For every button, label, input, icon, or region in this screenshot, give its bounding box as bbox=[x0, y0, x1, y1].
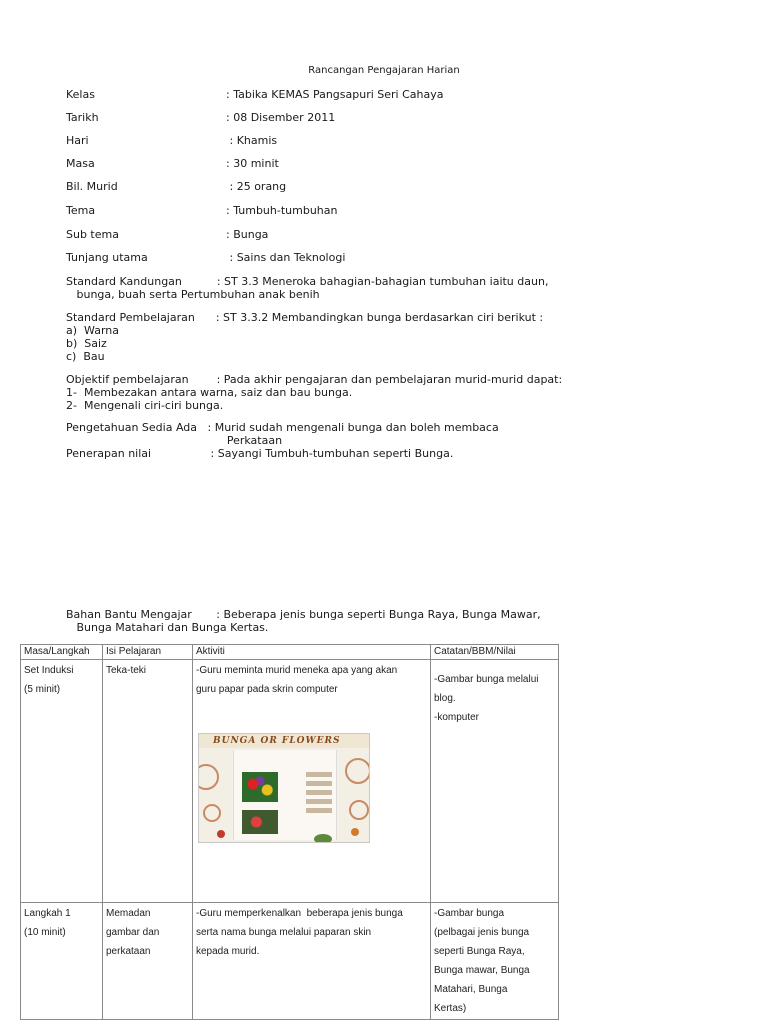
flower-dot-icon bbox=[217, 830, 225, 838]
cell-text: Kertas) bbox=[434, 1003, 467, 1014]
cell-isi bbox=[103, 660, 193, 903]
swirl-ornament-icon bbox=[198, 764, 219, 790]
cell-text: perkataan bbox=[106, 946, 151, 957]
header-isi-pelajaran: Isi Pelajaran bbox=[103, 645, 193, 660]
field-value-kelas: : Tabika KEMAS Pangsapuri Seri Cahaya bbox=[226, 88, 444, 101]
table-row bbox=[21, 903, 559, 1020]
standard-pembelajaran: Standard Pembelajaran : ST 3.3.2 Membandingkan bunga berdasarkan ciri berikut : a) Warna b) Saiz c) Bau bbox=[66, 311, 544, 363]
cell-catatan bbox=[431, 903, 559, 1020]
penerapan-nilai: Penerapan nilai : Sayangi Tumbuh-tumbuhan seperti Bunga. bbox=[66, 447, 454, 460]
standard-kandungan: Standard Kandungan : ST 3.3 Meneroka bahagian-bahagian tumbuhan iaitu daun, bunga, buah serta Pertumbuhan anak benih bbox=[66, 275, 549, 301]
sidebar-image bbox=[314, 834, 332, 843]
field-value-sub-tema: : Bunga bbox=[226, 228, 269, 241]
flower-dot-icon bbox=[351, 828, 359, 836]
field-label-tarikh: Tarikh bbox=[66, 111, 99, 124]
field-label-hari: Hari bbox=[66, 134, 89, 147]
cell-text: blog. bbox=[434, 693, 456, 704]
field-label-bil-murid: Bil. Murid bbox=[66, 180, 118, 193]
cell-text: (5 minit) bbox=[24, 684, 61, 695]
field-value-tarikh: : 08 Disember 2011 bbox=[226, 111, 336, 124]
field-label-sub-tema: Sub tema bbox=[66, 228, 119, 241]
table-row bbox=[21, 660, 559, 903]
cell-text: Langkah 1 bbox=[24, 908, 71, 919]
cell-aktiviti bbox=[193, 903, 431, 1020]
field-label-tunjang-utama: Tunjang utama bbox=[66, 251, 148, 264]
cell-text: guru papar pada skrin computer bbox=[196, 684, 338, 695]
cell-isi bbox=[103, 903, 193, 1020]
blog-content-area bbox=[233, 750, 337, 840]
header-aktiviti: Aktiviti bbox=[193, 645, 431, 660]
lesson-plan-table bbox=[20, 644, 559, 1020]
swirl-ornament-icon bbox=[345, 758, 370, 784]
cell-text: -komputer bbox=[434, 712, 480, 723]
field-value-bil-murid: : 25 orang bbox=[226, 180, 287, 193]
cell-text: -Gambar bunga bbox=[434, 908, 505, 919]
cell-text: Memadan bbox=[106, 908, 151, 919]
blog-title: BUNGA OR FLOWERS bbox=[213, 736, 341, 746]
cell-text: (10 minit) bbox=[24, 927, 66, 938]
document-title: Rancangan Pengajaran Harian bbox=[308, 65, 460, 76]
cell-text: (pelbagai jenis bunga bbox=[434, 927, 530, 938]
cell-aktiviti bbox=[193, 660, 431, 903]
cell-masa bbox=[21, 903, 103, 1020]
cell-masa bbox=[21, 660, 103, 903]
objektif-pembelajaran: Objektif pembelajaran : Pada akhir pengajaran dan pembelajaran murid-murid dapat: 1- Membezakan antara warna, saiz dan bau bunga. 2- Mengenali ciri-ciri bunga. bbox=[66, 373, 563, 412]
flower-photo bbox=[242, 810, 278, 834]
pengetahuan-sedia-ada: Pengetahuan Sedia Ada : Murid sudah mengenali bunga dan boleh membaca Perkataan bbox=[66, 421, 499, 447]
field-value-hari: : Khamis bbox=[226, 134, 278, 147]
cell-text: Set Induksi bbox=[24, 665, 74, 676]
bahan-bantu-mengajar: Bahan Bantu Mengajar : Beberapa jenis bunga seperti Bunga Raya, Bunga Mawar, Bunga Matahari dan Bunga Kertas. bbox=[66, 608, 541, 634]
field-value-tema: : Tumbuh-tumbuhan bbox=[226, 204, 338, 217]
cell-text: seperti Bunga Raya, bbox=[434, 946, 525, 957]
cell-text: -Gambar bunga melalui bbox=[434, 674, 539, 685]
cell-text: gambar dan bbox=[106, 927, 160, 938]
cell-text: Teka-teki bbox=[106, 665, 147, 676]
cell-catatan bbox=[431, 660, 559, 903]
table-header-row bbox=[21, 645, 559, 660]
cell-text: kepada murid. bbox=[196, 946, 260, 957]
field-label-tema: Tema bbox=[66, 204, 96, 217]
field-value-tunjang-utama: : Sains dan Teknologi bbox=[226, 251, 346, 264]
header-catatan: Catatan/BBM/Nilai bbox=[431, 645, 559, 660]
cell-text: Matahari, Bunga bbox=[434, 984, 508, 995]
field-label-kelas: Kelas bbox=[66, 88, 95, 101]
field-value-masa: : 30 minit bbox=[226, 157, 279, 170]
blog-sidebar bbox=[306, 772, 332, 832]
cell-text: -Guru meminta murid meneka apa yang akan bbox=[196, 665, 398, 676]
swirl-ornament-icon bbox=[349, 800, 369, 820]
cell-text: Bunga mawar, Bunga bbox=[434, 965, 530, 976]
flower-photo bbox=[242, 772, 278, 802]
cell-text: serta nama bunga melalui paparan skin bbox=[196, 927, 372, 938]
blog-screenshot-image bbox=[198, 733, 370, 843]
swirl-ornament-icon bbox=[203, 804, 221, 822]
field-label-masa: Masa bbox=[66, 157, 95, 170]
header-masa-langkah: Masa/Langkah bbox=[21, 645, 103, 660]
cell-text: -Guru memperkenalkan beberapa jenis bunga bbox=[196, 908, 403, 919]
